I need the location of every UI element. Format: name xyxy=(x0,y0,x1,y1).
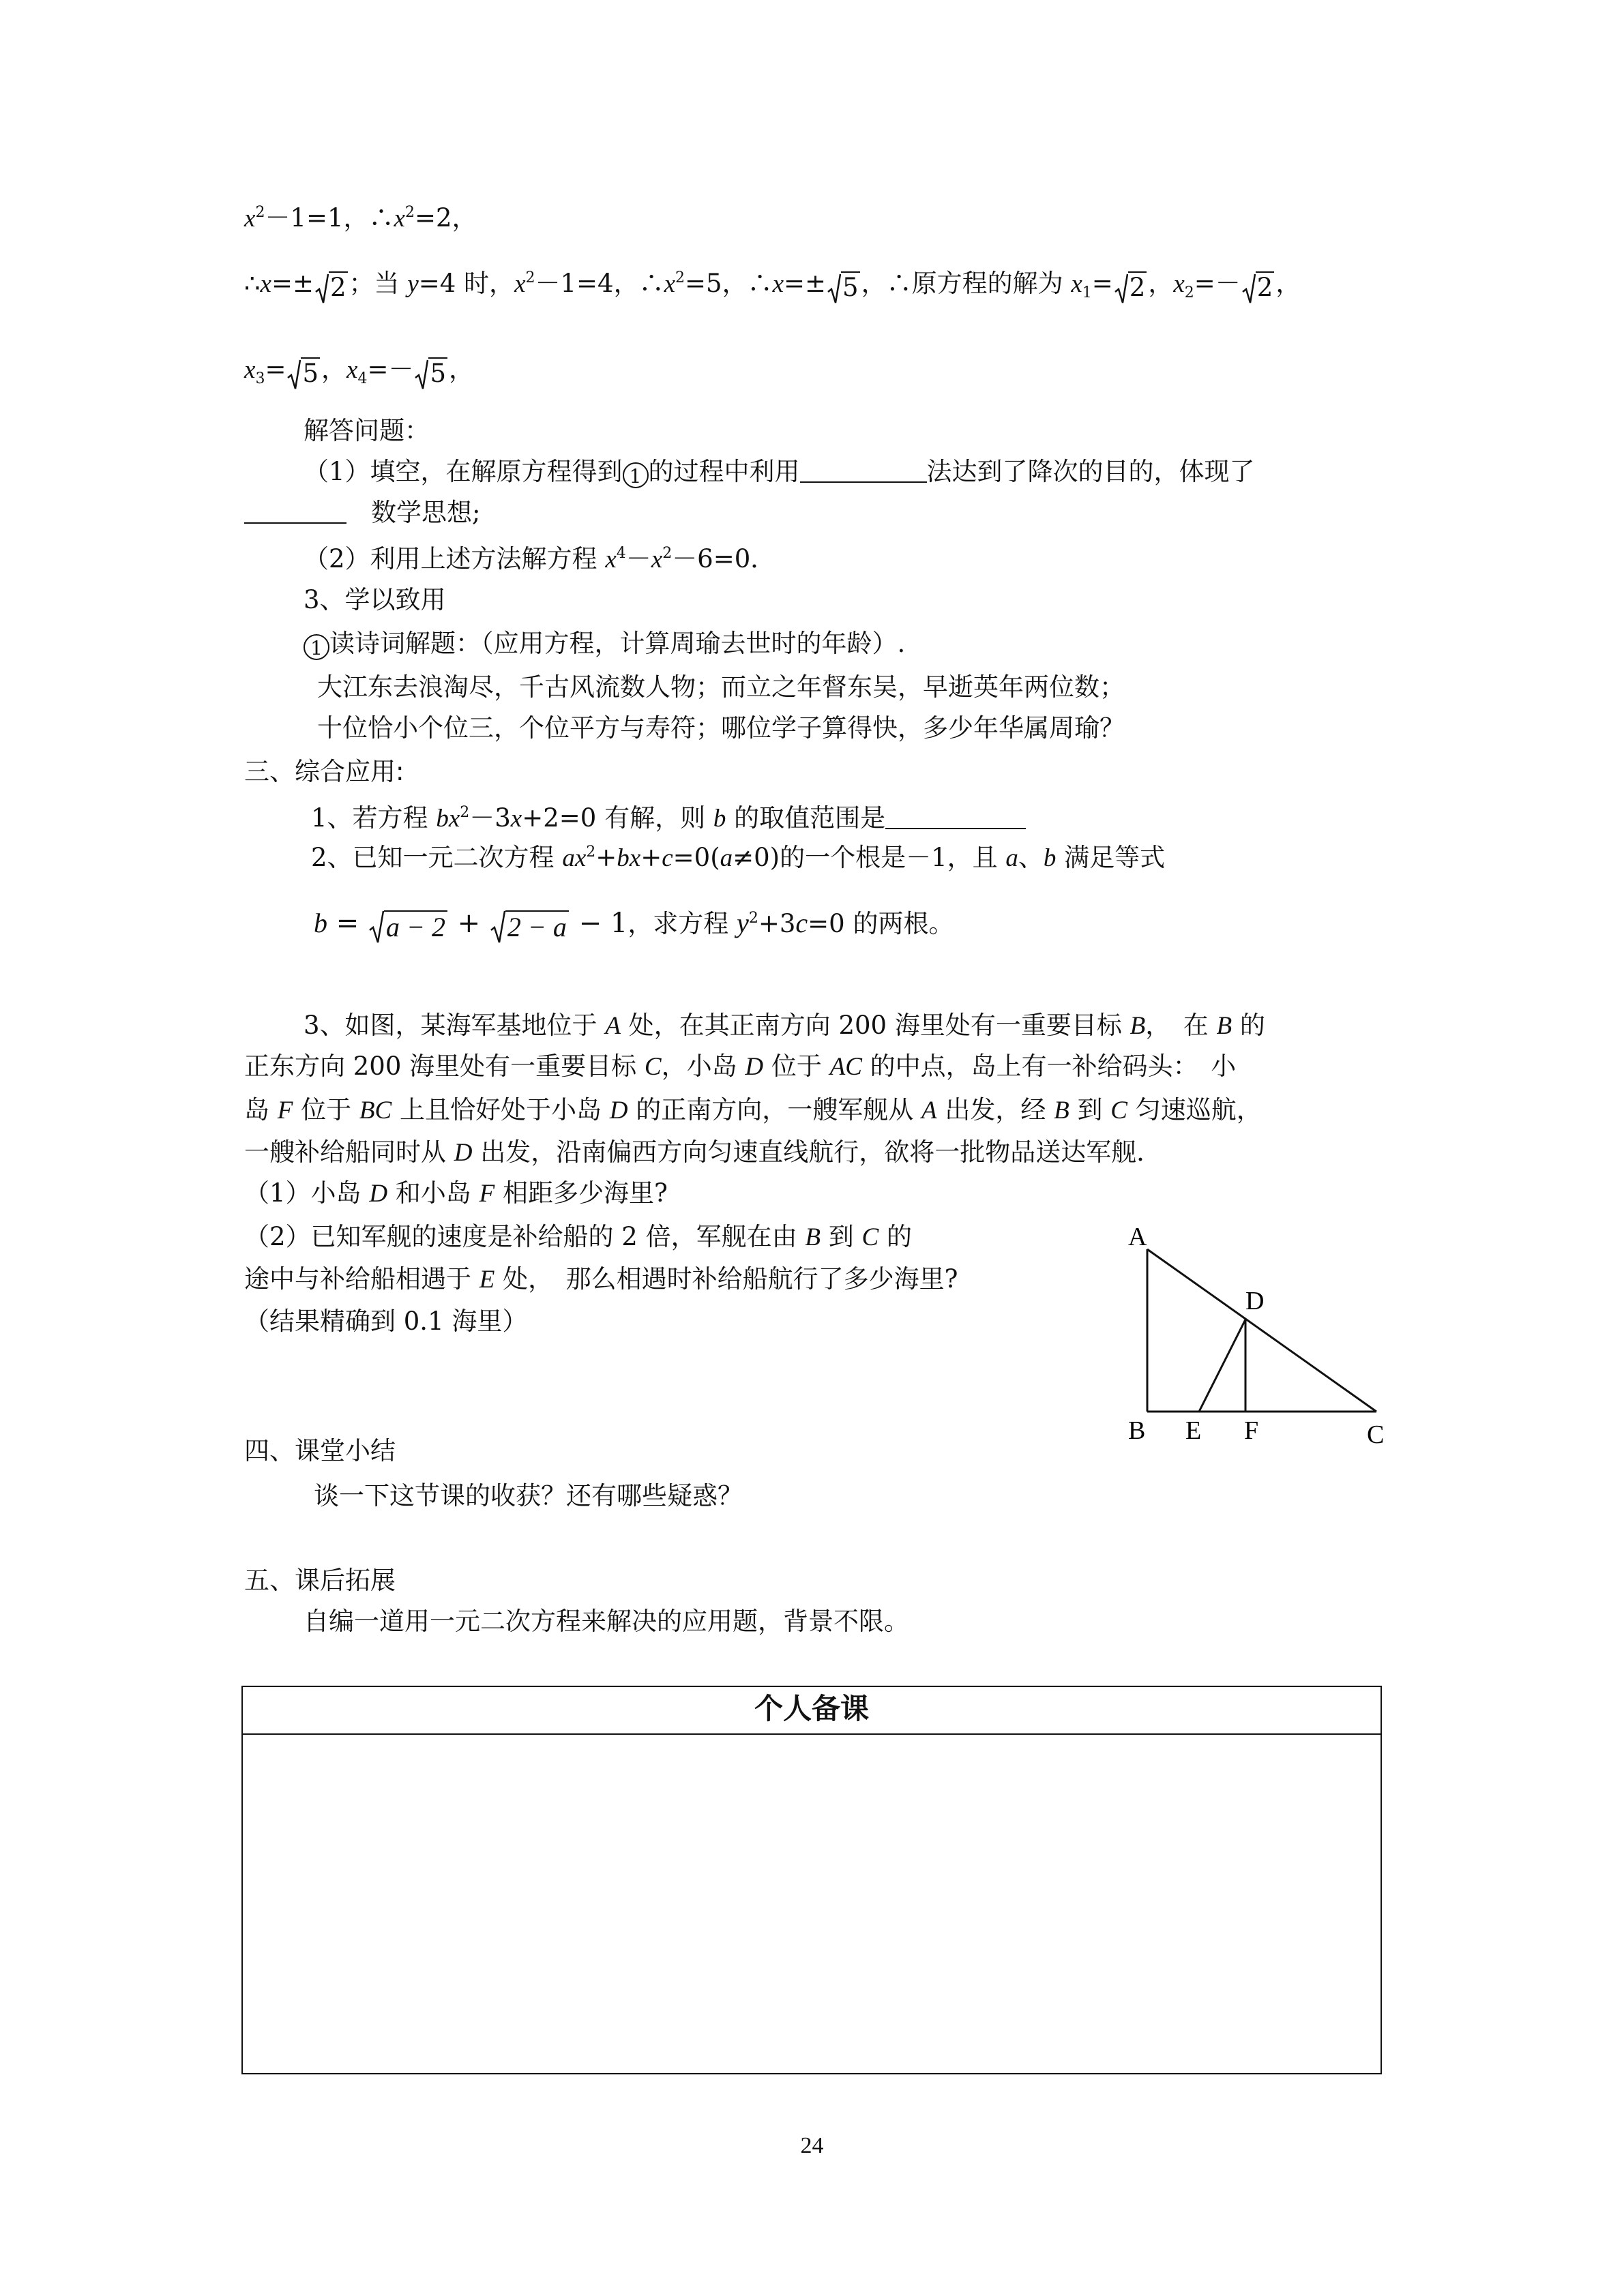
text-line: 大江东去浪淘尽，千古风流数人物；而立之年督东吴，早逝英年两位数； xyxy=(317,672,1125,702)
sqrt-sign xyxy=(1242,273,1256,304)
sqrt-sign xyxy=(490,910,505,944)
text-line: 2、已知一元二次方程 $ax^2+bx+c=0(a\ne 0)$的一个根是－1，且 a、b 满足等式 xyxy=(311,843,1166,872)
point-label-b: B xyxy=(1128,1416,1146,1445)
lesson-prep-box xyxy=(241,1686,1382,2074)
triangle-diagram xyxy=(1119,1214,1405,1462)
section-heading: 三、综合应用: xyxy=(244,757,404,786)
text-line: （2）利用上述方法解方程 $x^4-x^2-6=0$． xyxy=(304,544,776,573)
point-label-e: E xyxy=(1185,1416,1202,1445)
sqrt-sign xyxy=(369,910,384,944)
sqrt-sign xyxy=(1114,273,1128,304)
formula-line: b = a − 2 + 2 − a − 1，求方程 $y^2+3c=0$ 的两根。 xyxy=(314,908,954,942)
text-line: 途中与补给船相遇于 E 处， 那么相遇时补给船航行了多少海里? xyxy=(244,1264,958,1294)
point-label-c: C xyxy=(1367,1420,1385,1449)
point-label-f: F xyxy=(1244,1416,1259,1445)
text-line: $x^2-1=1$，$\therefore x^2=2$， xyxy=(244,203,477,233)
sqrt-sign xyxy=(287,359,301,390)
circled-number: 1 xyxy=(623,462,649,488)
segment-de xyxy=(1199,1320,1245,1412)
segment-ac xyxy=(1147,1249,1376,1412)
text-line: （1）填空，在解原方程得到 1 的过程中利用 法达到了降次的目的，体现了 xyxy=(304,457,1255,488)
page-number: 24 xyxy=(800,2133,824,2158)
lesson-prep-title: 个人备课 xyxy=(243,1687,1381,1735)
sqrt-sign xyxy=(415,359,428,390)
point-label-d: D xyxy=(1245,1287,1265,1315)
text-line: 正东方向 200 海里处有一重要目标 C，小岛 D 位于 AC 的中点，岛上有一补给码头： 小 xyxy=(244,1052,1237,1081)
text-line: 自编一道用一元二次方程来解决的应用题，背景不限。 xyxy=(304,1607,909,1636)
lesson-prep-area[interactable] xyxy=(243,1735,1381,2073)
section-heading: 五、课后拓展 xyxy=(244,1566,396,1595)
text-line: 解答问题： xyxy=(304,416,430,445)
point-label-a: A xyxy=(1128,1223,1147,1251)
text-line: 3、如图，某海军基地位于 A 处，在其正南方向 200 海里处有一重要目标 B， 在 B 的 xyxy=(304,1011,1265,1040)
text-line: 十位恰小个位三，个位平方与寿符；哪位学子算得快，多少年华属周瑜？ xyxy=(317,713,1125,743)
text-line: （2）已知军舰的速度是补给船的 2 倍，军舰在由 B 到 C 的 xyxy=(244,1222,912,1251)
text-line: 数学思想; xyxy=(244,496,480,529)
text-line: 1、若方程 $bx^2-3x+2=0$ 有解，则 b 的取值范围是 xyxy=(311,802,1026,835)
text-line: 3、学以致用 xyxy=(304,585,446,614)
sqrt-sign xyxy=(315,273,329,304)
text-line: （1）小岛 D 和小岛 F 相距多少海里? xyxy=(244,1178,668,1208)
text-line: 谈一下这节课的收获？还有哪些疑惑？ xyxy=(314,1481,743,1510)
text-line: 1 读诗词解题：（应用方程，计算周瑜去世时的年龄）. xyxy=(304,627,905,660)
fill-blank xyxy=(244,499,346,524)
text-line: （结果精确到 0.1 海里） xyxy=(244,1307,528,1336)
fill-blank xyxy=(885,805,1026,829)
section-heading: 四、课堂小结 xyxy=(244,1436,396,1465)
fill-blank xyxy=(800,458,927,483)
text-line: $x_3= 5$ ，$x_4=- 5$ ， xyxy=(244,353,474,390)
sqrt-sign xyxy=(827,273,841,304)
text-line: 一艘补给船同时从 D 出发，沿南偏西方向匀速直线航行，欲将一批物品送达军舰． xyxy=(244,1137,1162,1167)
circled-number: 1 xyxy=(304,634,329,660)
text-line: 岛 F 位于 BC 上且恰好处于小岛 D 的正南方向，一艘军舰从 A 出发，经 B 到 C 匀速巡航， xyxy=(244,1095,1262,1124)
text-line: ∴x=± 2 ；当 y=4 时，$x^2-1=4$，$\therefore x^2=5$，∴x=± 5 ，∴原方程的解为 $x_1= 2$ ，$x_2=- 2$ ， xyxy=(244,267,1301,304)
